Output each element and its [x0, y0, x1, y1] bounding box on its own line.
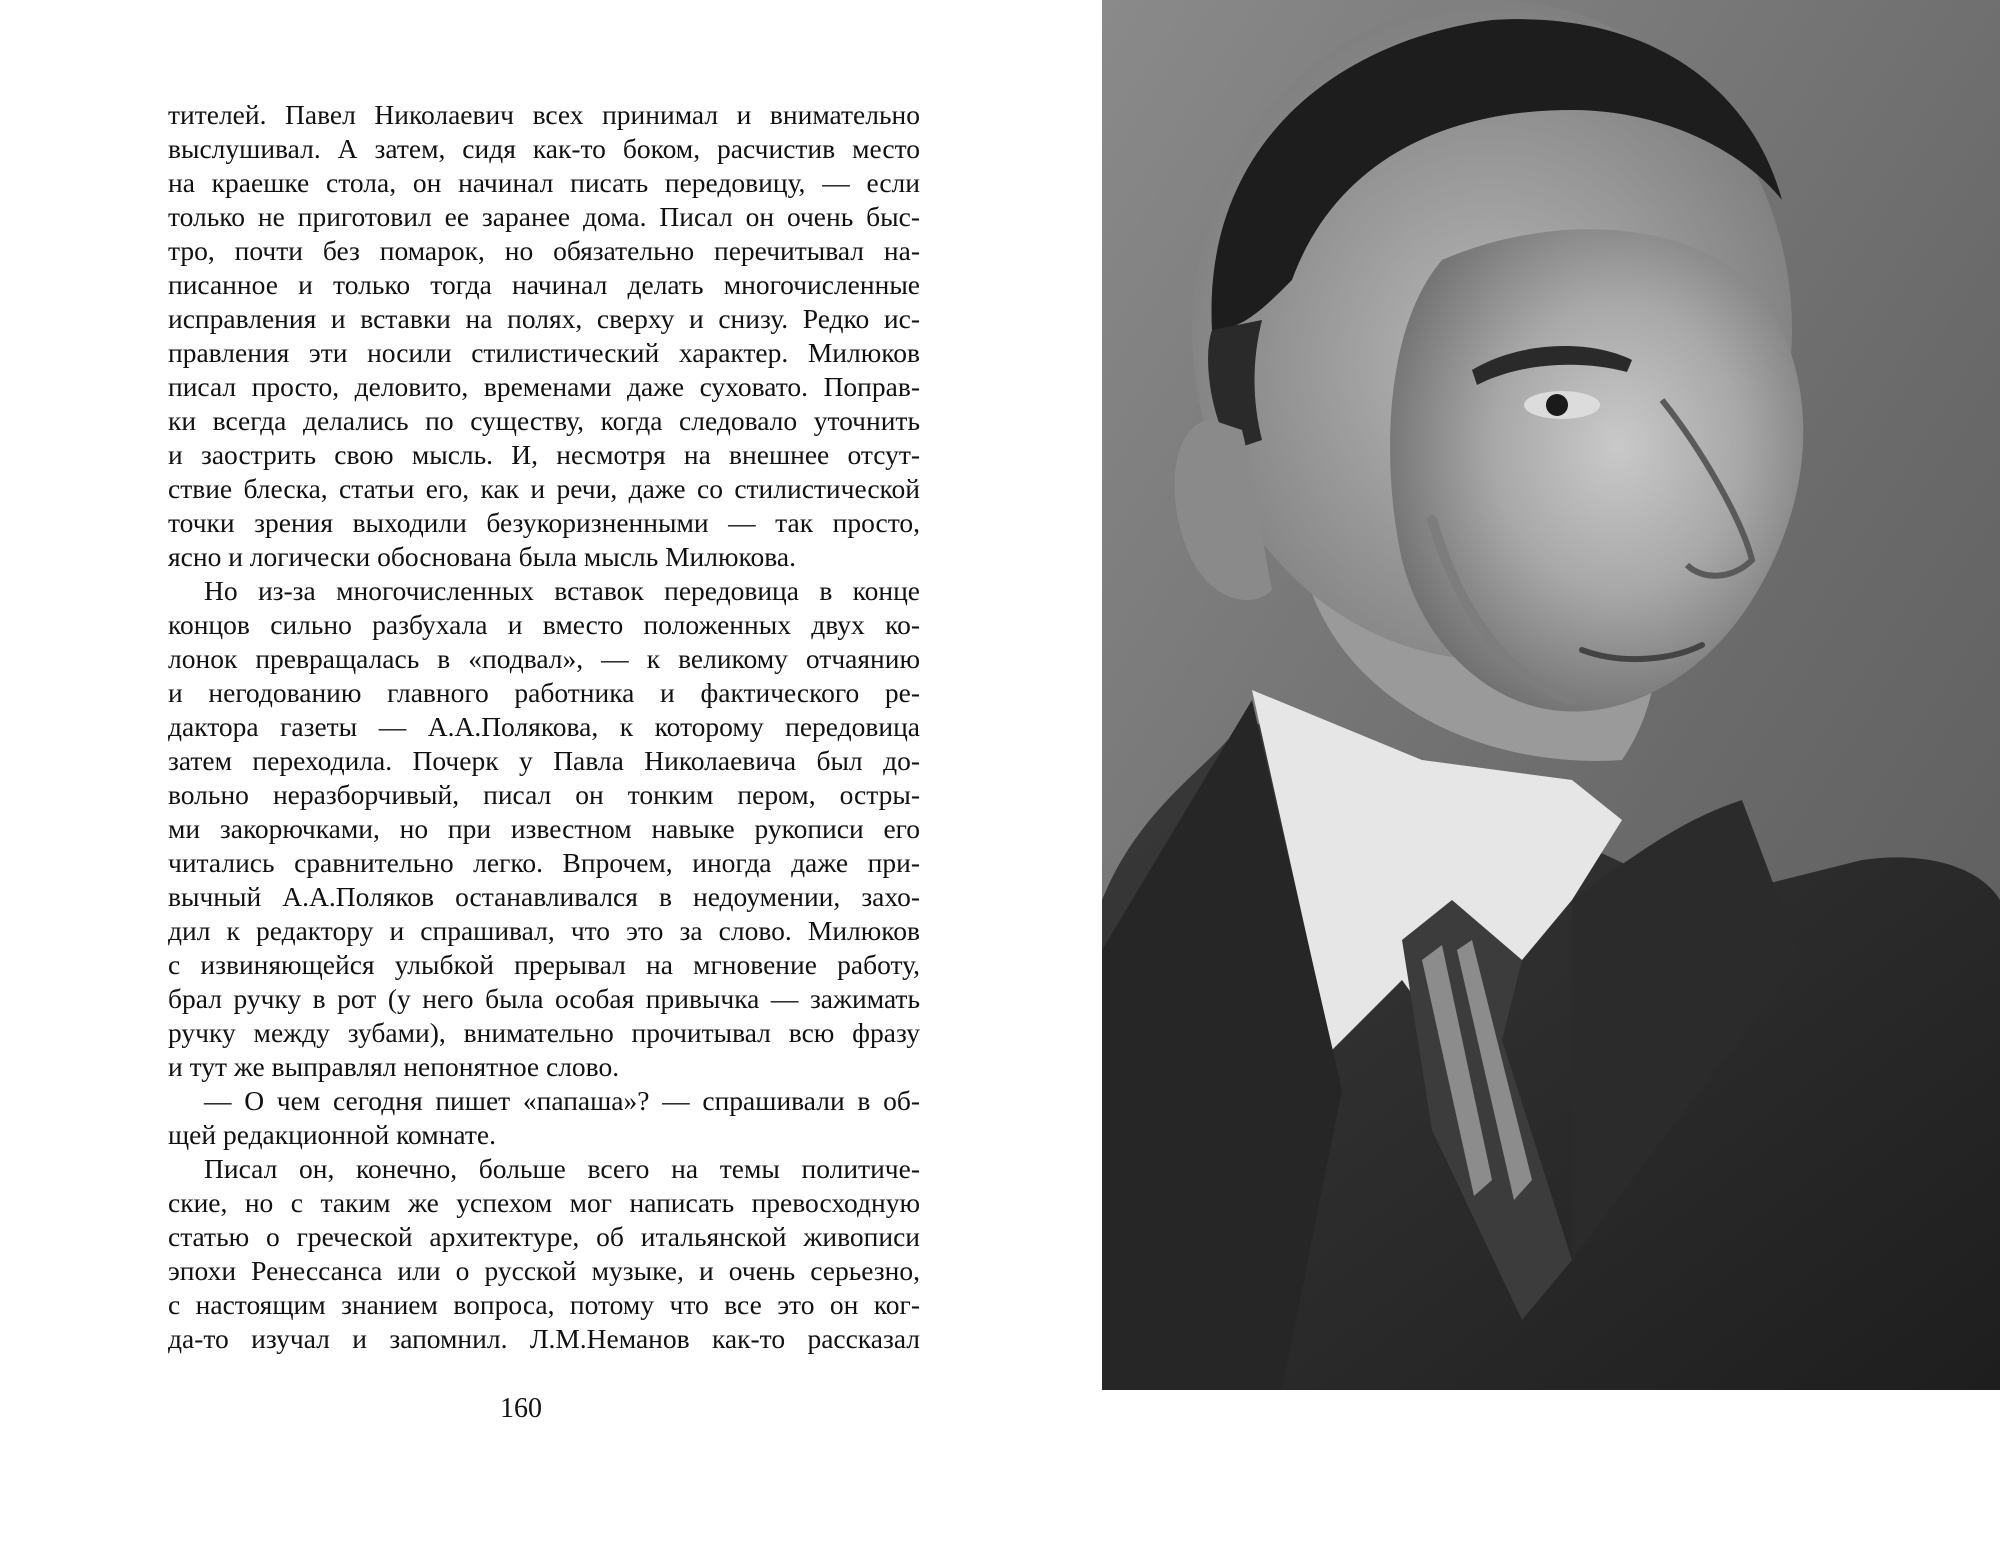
text-line: тителей. Павел Николаевич всех принимал и внимательно	[168, 99, 920, 130]
text-line: писанное и только тогда начинал делать многочисленные	[168, 269, 920, 300]
text-line: точки зрения выходили безукоризненными — так просто,	[168, 507, 920, 538]
portrait-photo	[1102, 0, 2000, 1390]
text-line: дактора газеты — А.А.Полякова, к которому передовица	[168, 711, 920, 742]
portrait-photo-graphic	[1102, 0, 2000, 1390]
text-line: правления эти носили стилистический характер. Милюков	[168, 337, 920, 368]
text-line: с извиняющейся улыбкой прерывал на мгновение работу,	[168, 949, 920, 980]
text-line: щей редакционной комнате.	[168, 1119, 496, 1150]
text-line: выслушивал. А затем, сидя как-то боком, расчистив место	[168, 133, 920, 164]
text-line: Писал он, конечно, больше всего на темы политиче-	[204, 1153, 920, 1184]
text-line: с настоящим знанием вопроса, потому что все это он ког-	[168, 1289, 920, 1320]
text-line: ские, но с таким же успехом мог написать превосходную	[168, 1187, 920, 1218]
text-line: Но из-за многочисленных вставок передовица в конце	[204, 575, 920, 606]
body-text	[168, 98, 920, 1356]
text-line: лонок превращалась в «подвал», — к великому отчаянию	[168, 643, 920, 674]
text-line: концов сильно разбухала и вместо положенных двух ко-	[168, 609, 920, 640]
text-line: ки всегда делались по существу, когда следовало уточнить	[168, 405, 920, 436]
text-line: дил к редактору и спрашивал, что это за слово. Милюков	[168, 915, 920, 946]
text-line: статью о греческой архитектуре, об итальянской живописи	[168, 1221, 920, 1252]
text-line: только не приготовил ее заранее дома. Писал он очень быс-	[168, 201, 920, 232]
text-line: ясно и логически обоснована была мысль Милюкова.	[168, 541, 796, 572]
text-line: писал просто, деловито, временами даже суховато. Поправ-	[168, 371, 920, 402]
text-line: затем переходила. Почерк у Павла Николаевича был до-	[168, 745, 920, 776]
text-line: — О чем сегодня пишет «папаша»? — спрашивали в об-	[204, 1085, 920, 1116]
text-line: да-то изучал и запомнил. Л.М.Неманов как-то рассказал	[168, 1323, 920, 1354]
text-line: тро, почти без помарок, но обязательно перечитывал на-	[168, 235, 920, 266]
text-line: на краешке стола, он начинал писать передовицу, — если	[168, 167, 920, 198]
text-line: вычный А.А.Поляков останавливался в недоумении, захо-	[168, 881, 920, 912]
text-line: ручку между зубами), внимательно прочитывал всю фразу	[168, 1017, 920, 1048]
text-line: читались сравнительно легко. Впрочем, иногда даже при-	[168, 847, 920, 878]
text-line: эпохи Ренессанса или о русской музыке, и очень серьезно,	[168, 1255, 920, 1286]
text-line: ствие блеска, статьи его, как и речи, даже со стилистической	[168, 473, 920, 504]
text-line: ми закорючками, но при известном навыке рукописи его	[168, 813, 920, 844]
text-line: брал ручку в рот (у него была особая привычка — зажимать	[168, 983, 920, 1014]
text-line: и заострить свою мысль. И, несмотря на внешнее отсут-	[168, 439, 920, 470]
text-line: и тут же выправлял непонятное слово.	[168, 1051, 620, 1082]
text-line: вольно неразборчивый, писал он тонким пером, остры-	[168, 779, 920, 810]
page-number: 160	[500, 1393, 542, 1424]
text-line: исправления и вставки на полях, сверху и снизу. Редко ис-	[168, 303, 920, 334]
text-line: и негодованию главного работника и фактического ре-	[168, 677, 920, 708]
